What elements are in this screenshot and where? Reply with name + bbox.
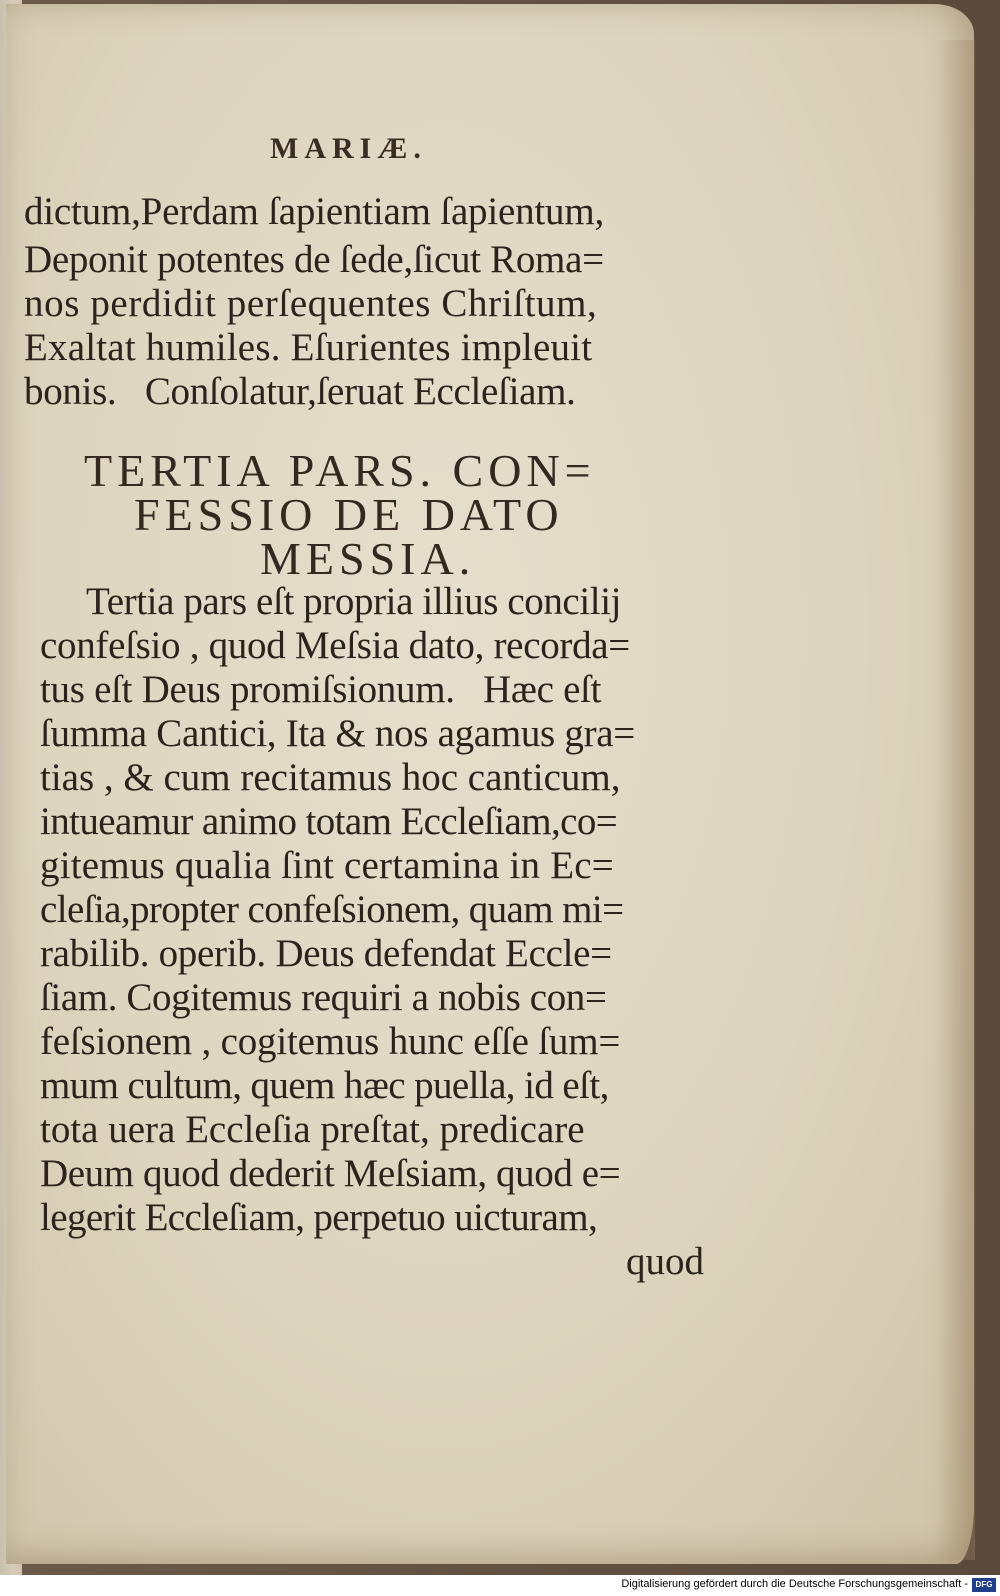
text-line: legerit Eccleſiam, perpetuo uicturam,	[40, 1196, 598, 1239]
text-line: bonis. Conſolatur,ſeruat Eccleſiam.	[24, 370, 576, 413]
section-heading-line: TERTIA PARS. CON=	[84, 445, 596, 496]
text-line: nos perdidit perſequentes Chriſtum,	[24, 282, 598, 325]
section-heading-line: MESSIA.	[260, 533, 476, 584]
text-line: cleſia,propter confeſsionem, quam mi=	[40, 888, 624, 931]
text-line: Exaltat humiles. Eſurientes impleuit	[24, 326, 593, 369]
text-line: feſsionem , cogitemus hunc eſſe ſum=	[40, 1020, 621, 1063]
text-line: tias , & cum recitamus hoc canticum,	[40, 756, 621, 799]
text-line: ſiam. Cogitemus requiri a nobis con=	[40, 976, 607, 1019]
text-line: dictum,Perdam ſapientiam ſapientum,	[24, 190, 605, 233]
running-head: MARIÆ.	[270, 132, 427, 165]
dfg-logo: DFG	[972, 1578, 996, 1592]
text-line: Deum quod dederit Meſsiam, quod e=	[40, 1152, 621, 1195]
text-line: tus eſt Deus promiſsionum. Hæc eſt	[40, 668, 602, 711]
text-line: Deponit potentes de ſede,ſicut Roma=	[24, 238, 604, 281]
funding-credit: Digitalisierung gefördert durch die Deutsche Forschungsgemeinschaft -	[621, 1578, 968, 1590]
text-line: rabilib. operib. Deus defendat Eccle=	[40, 932, 612, 975]
catchword: quod	[626, 1240, 704, 1283]
text-line: ſumma Cantici, Ita & nos agamus gra=	[40, 712, 635, 755]
text-line: confeſsio , quod Meſsia dato, recorda=	[40, 624, 630, 667]
footer-bar	[0, 1575, 1000, 1596]
text-line: gitemus qualia ſint certamina in Ec=	[40, 844, 614, 887]
text-line: intueamur animo totam Eccleſiam,co=	[40, 800, 618, 843]
text-line: Tertia pars eſt propria illius concilij	[86, 580, 622, 623]
text-line: mum cultum, quem hæc puella, id eſt,	[40, 1064, 609, 1107]
text-line: tota uera Eccleſia preſtat, predicare	[40, 1108, 585, 1151]
section-heading-line: FESSIO DE DATO	[134, 489, 564, 540]
